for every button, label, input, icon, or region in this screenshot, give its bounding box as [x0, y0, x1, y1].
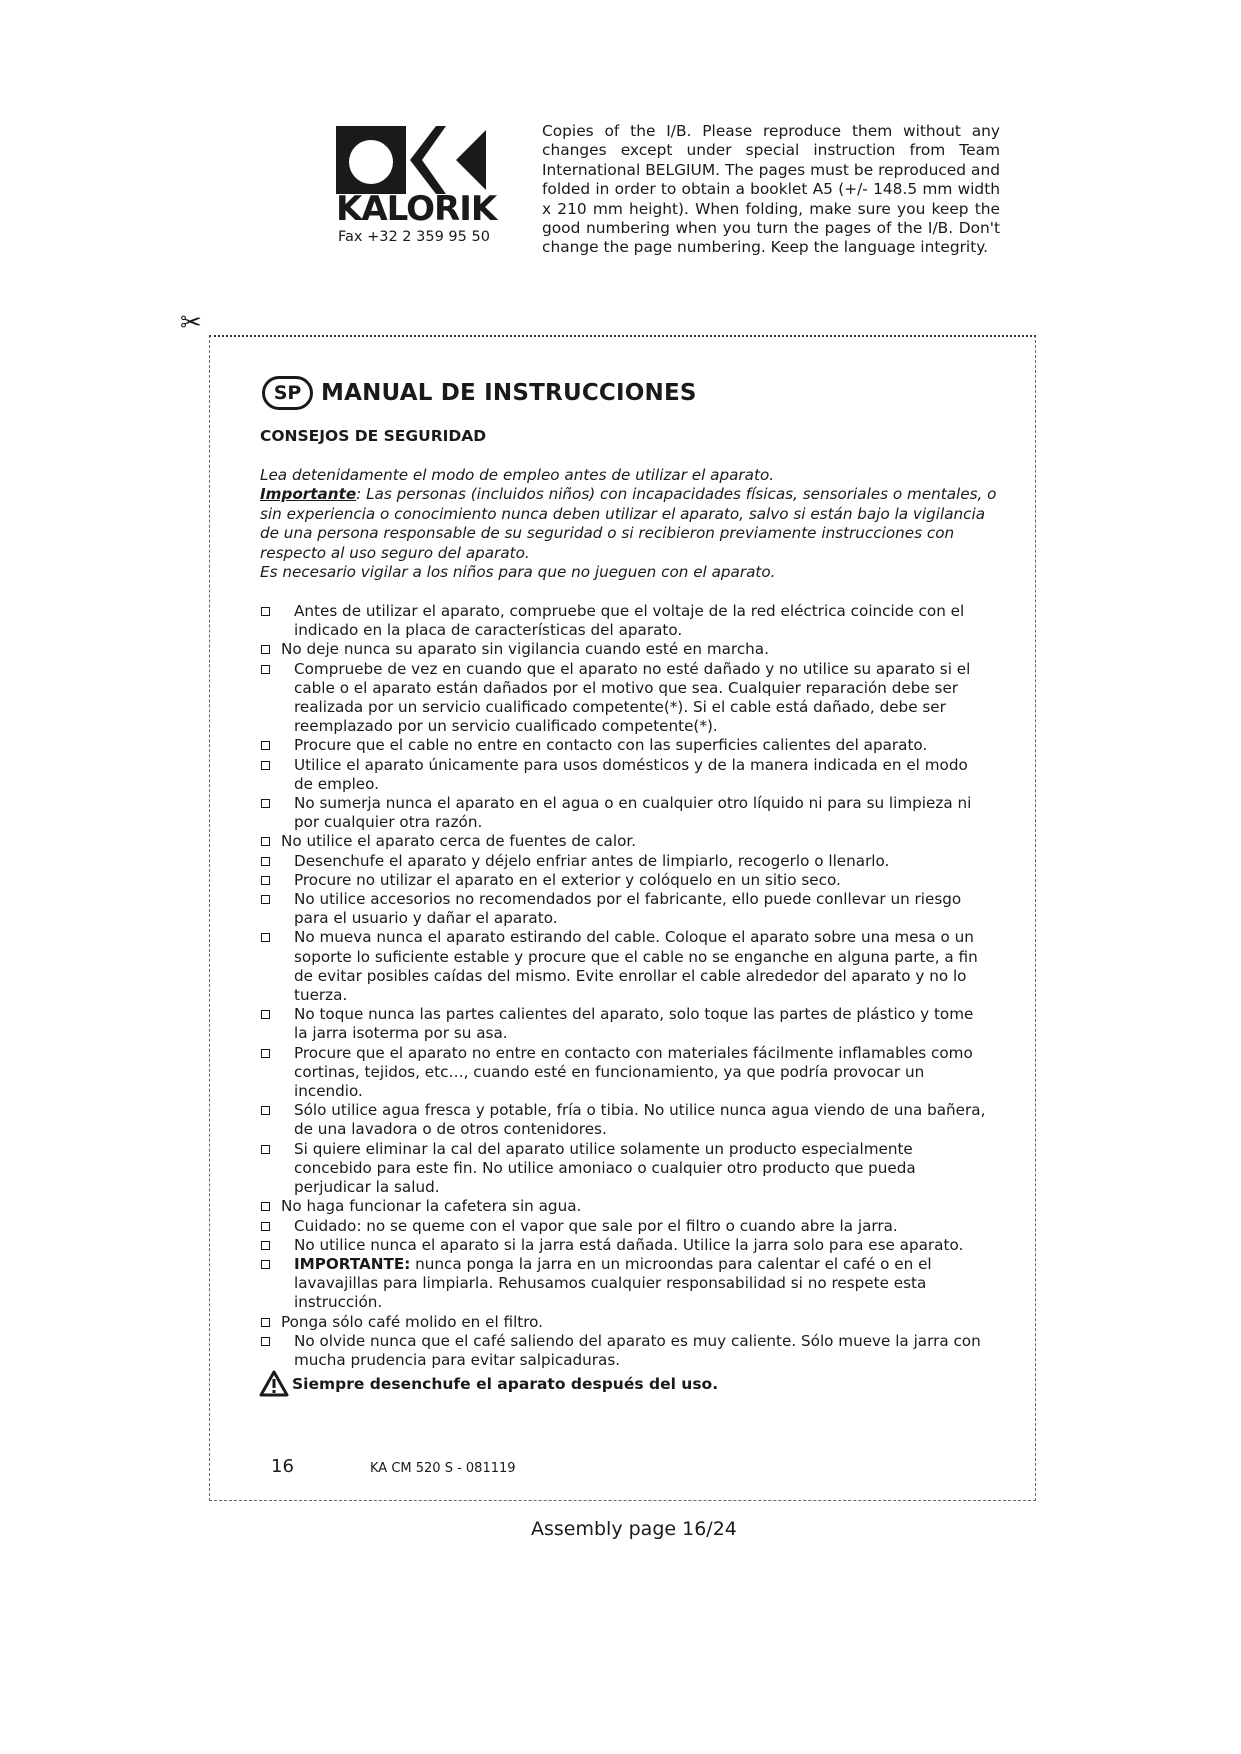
- important-label: IMPORTANTE:: [294, 1254, 411, 1273]
- checkbox-bullet-icon: [261, 741, 270, 750]
- scissors-icon: ✂: [180, 308, 202, 338]
- warning-triangle-icon: [259, 1370, 289, 1397]
- intro-important-text: : Las personas (incluidos niños) con incapacidades físicas, sensoriales o mentales, o sin experiencia o conocimiento nunca deben utilizar el aparato, salvo si están bajo la vigilancia de una persona responsable de su seguridad o si recibieron previamente instrucciones con respecto al uso seguro del aparato.: [260, 485, 997, 562]
- list-item-text: No toque nunca las partes calientes del aparato, solo toque las partes de plástico y tome la jarra isoterma por su asa.: [294, 1005, 974, 1043]
- list-item-text: Utilice el aparato únicamente para usos domésticos y de la manera indicada en el modo de empleo.: [294, 755, 968, 793]
- checkbox-bullet-icon: [261, 895, 270, 904]
- list-item-text: Si quiere eliminar la cal del aparato utilice solamente un producto especialmente concebido para este fin. No utilice amoniaco o cualquier otro producto que pueda perjudicar la salud.: [294, 1139, 916, 1197]
- intro-line: Lea detenidamente el modo de empleo antes de utilizar el aparato.: [260, 466, 775, 484]
- list-item-text: No deje nunca su aparato sin vigilancia cuando esté en marcha.: [281, 640, 769, 659]
- manual-title-text: MANUAL DE INSTRUCCIONES: [321, 380, 697, 406]
- list-item-text: Cuidado: no se queme con el vapor que sale por el filtro o cuando abre la jarra.: [294, 1216, 898, 1235]
- section-heading: CONSEJOS DE SEGURIDAD: [260, 427, 487, 445]
- list-item: [260, 756, 990, 794]
- checkbox-bullet-icon: [261, 857, 270, 866]
- list-item: [260, 602, 990, 640]
- fax-number: Fax +32 2 359 95 50: [338, 229, 490, 245]
- list-item-text: Compruebe de vez en cuando que el aparato no esté dañado y no utilice su aparato si el cable o el aparato están dañados por el motivo que sea. Cualquier reparación debe ser realizada por un servicio cualificado competente(*). Si el cable está dañado, debe ser reemplazado por un servicio cualificado competente(*).: [294, 659, 971, 736]
- list-item-text: Ponga sólo café molido en el filtro.: [281, 1312, 544, 1331]
- list-item-text: Sólo utilice agua fresca y potable, fría o tibia. No utilice nunca agua viendo de una bañera, de una lavadora o de otros contenidores.: [294, 1101, 986, 1139]
- list-item-text: No utilice nunca el aparato si la jarra está dañada. Utilice la jarra solo para ese aparato.: [294, 1235, 964, 1254]
- copies-instructions: Copies of the I/B. Please reproduce them without any changes except under special instruction from Team International BELGIUM. The pages must be reproduced and folded in order to obtain a booklet A5 (+/- 148.5 mm width x 210 mm height). When folding, make sure you keep the good numbering when you turn the pages of the I/B. Don't change the page numbering. Keep the language integrity.: [542, 122, 1000, 257]
- list-item: [260, 794, 990, 832]
- list-item: [260, 890, 990, 928]
- checkbox-bullet-icon: [261, 1318, 270, 1327]
- language-badge: SP: [262, 376, 313, 410]
- warning-text: Siempre desenchufe el aparato después del uso.: [292, 1374, 719, 1393]
- list-item-text: Procure no utilizar el aparato en el exterior y colóquelo en un sitio seco.: [294, 870, 841, 889]
- checkbox-bullet-icon: [261, 1260, 270, 1269]
- list-item-important: [260, 1255, 990, 1313]
- checkbox-bullet-icon: [261, 761, 270, 770]
- checkbox-bullet-icon: [261, 1241, 270, 1250]
- checkbox-bullet-icon: [261, 607, 270, 616]
- list-item-text: No utilice accesorios no recomendados por el fabricante, ello puede conllevar un riesgo para el usuario y dañar el aparato.: [294, 890, 962, 928]
- list-item-text: Antes de utilizar el aparato, compruebe que el voltaje de la red eléctrica coincide con el indicado en la placa de características del aparato.: [294, 602, 965, 640]
- list-item-text: No haga funcionar la cafetera sin agua.: [281, 1197, 582, 1216]
- kalorik-logo-mark: [336, 126, 486, 194]
- checkbox-bullet-icon: [261, 933, 270, 942]
- kalorik-logo: [336, 126, 497, 229]
- list-item: [260, 832, 990, 851]
- list-item-text: No mueva nunca el aparato estirando del cable. Coloque el aparato sobre una mesa o un soporte lo suficiente estable y procure que el cable no se enganche en alguna parte, a fin de evitar posibles caídas del mismo. Evite enrollar el cable alrededor del aparato y no lo tuerza.: [294, 928, 978, 1005]
- intro-paragraph: [260, 466, 1000, 582]
- checkbox-bullet-icon: [261, 1145, 270, 1154]
- list-item: [260, 1236, 990, 1255]
- list-item: [260, 660, 990, 737]
- checkbox-bullet-icon: [261, 1202, 270, 1211]
- checkbox-bullet-icon: [261, 837, 270, 846]
- checkbox-bullet-icon: [261, 1106, 270, 1115]
- list-item-text: Desenchufe el aparato y déjelo enfriar antes de limpiarlo, recogerlo o llenarlo.: [294, 851, 890, 870]
- list-item-text: No sumerja nunca el aparato en el agua o en cualquier otro líquido ni para su limpieza ni por cualquier otra razón.: [294, 794, 972, 832]
- checkbox-bullet-icon: [261, 876, 270, 885]
- list-item: [260, 1101, 990, 1139]
- list-item-text: No utilice el aparato cerca de fuentes de calor.: [281, 832, 637, 851]
- logo-wordmark: KALORIK: [336, 189, 497, 229]
- checkbox-bullet-icon: [261, 645, 270, 654]
- checkbox-bullet-icon: [261, 1222, 270, 1231]
- important-text: nunca ponga la jarra en un microondas para calentar el café o en el lavavajillas para limpiarla. Rehusamos cualquier responsabilidad si no respete esta instrucción.: [294, 1254, 932, 1312]
- list-item: [260, 1140, 990, 1198]
- list-item-text: No olvide nunca que el café saliendo del aparato es muy caliente. Sólo mueve la jarra con mucha prudencia para evitar salpicaduras.: [294, 1331, 981, 1369]
- intro-line: Es necesario vigilar a los niños para que no jueguen con el aparato.: [260, 563, 776, 582]
- model-code: KA CM 520 S - 081119: [370, 1461, 516, 1476]
- checkbox-bullet-icon: [261, 1049, 270, 1058]
- intro-important-label: Importante: [260, 485, 357, 504]
- checkbox-bullet-icon: [261, 1337, 270, 1346]
- intro-important: [260, 485, 1000, 563]
- page-number: 16: [271, 1456, 294, 1477]
- list-item: [260, 871, 990, 890]
- safety-list: [260, 602, 990, 1370]
- list-item: [260, 1332, 990, 1370]
- list-item: [260, 928, 990, 1005]
- list-item: [260, 1197, 990, 1216]
- list-item-text: Procure que el aparato no entre en contacto con materiales fácilmente inflamables como cortinas, tejidos, etc…, cuando esté en funcionamiento, ya que podría provocar un incendio.: [294, 1043, 973, 1101]
- assembly-page-label: Assembly page 16/24: [531, 1518, 737, 1540]
- list-item: [260, 1313, 990, 1332]
- checkbox-bullet-icon: [261, 1010, 270, 1019]
- list-item: [260, 1005, 990, 1043]
- list-item: [260, 1044, 990, 1102]
- list-item: [260, 640, 990, 659]
- checkbox-bullet-icon: [261, 665, 270, 674]
- list-item: [260, 736, 990, 755]
- warning-note: [259, 1370, 718, 1397]
- manual-title: [262, 374, 697, 412]
- checkbox-bullet-icon: [261, 799, 270, 808]
- list-item-text: Procure que el cable no entre en contacto con las superficies calientes del aparato.: [294, 736, 928, 755]
- list-item: [260, 852, 990, 871]
- list-item: [260, 1217, 990, 1236]
